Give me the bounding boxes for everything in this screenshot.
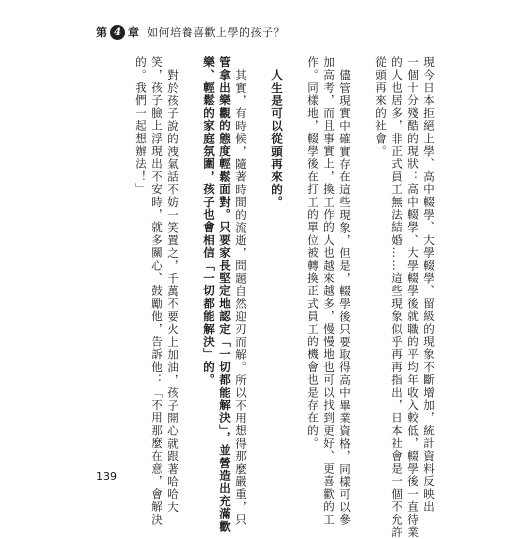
running-header bbox=[96, 22, 285, 42]
text-line-emphasis: 樂、輕鬆的家庭氛圍，孩子也會相信「一切都能解決」的。 bbox=[202, 56, 216, 387]
text-line: 加高考，而且事實上，換工作的人也越來越多，慢慢地也可以找到更好、更喜歡的工 bbox=[322, 56, 336, 526]
text-line: 作。同樣地，輟學後在打工的單位被轉換正式員工的機會也是存在的。 bbox=[306, 56, 320, 450]
text-line: 笑，孩子臉上浮現出不安時，就多關心、鼓勵他，告訴他：「不用那麼在意，會解決 bbox=[150, 56, 164, 526]
text-line: 其實，有時候，隨著時間的流逝，問題自然迎刃而解。所以不用想得那麼嚴重，只 bbox=[234, 69, 248, 527]
page-number: 139 bbox=[96, 470, 117, 483]
chapter-title: 如何培養喜歡上學的孩子？ bbox=[147, 26, 285, 39]
text-line: 的。我們一起想辦法！」 bbox=[134, 56, 148, 196]
text-line: 的人也居多，非正式員工無法結婚……這些現象似乎再再指出，日本社會是一個不允許 bbox=[390, 56, 404, 539]
chapter-prefix: 第 bbox=[96, 26, 107, 39]
text-line: 對於孩子說的洩氣話不妨一笑置之，千萬不要火上加油，孩子開心就跟著哈哈大 bbox=[166, 69, 180, 514]
text-line-emphasis: 人生是可以從頭再來的。 bbox=[270, 69, 284, 209]
chapter-suffix: 章 bbox=[128, 26, 139, 39]
text-line: 從頭再來的社會。 bbox=[374, 56, 388, 158]
chapter-number-badge: 4 bbox=[110, 25, 125, 40]
text-line: 儘管現實中確實存在這些現象，但是，輟學後只要取得高中畢業資格，同樣可以參 bbox=[338, 69, 352, 527]
text-line-emphasis: 管拿出樂觀的態度輕鬆面對。只要家長堅定地認定「一切都能解決」，並營造出充滿歡 bbox=[218, 56, 232, 533]
text-line: 一個十分殘酷的現狀：高中輟學、大學輟學後就職的平均年收入較低，輟學後一直待業 bbox=[406, 56, 420, 539]
text-line: 現今日本拒絕上學、高中輟學、大學輟學、留級的現象不斷增加，統計資料反映出 bbox=[422, 56, 436, 514]
